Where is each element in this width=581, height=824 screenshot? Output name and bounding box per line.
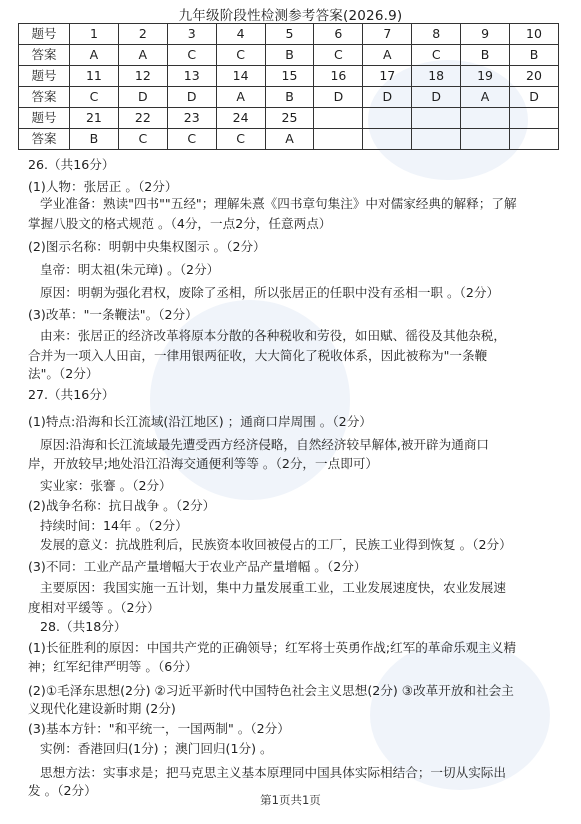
table-cell xyxy=(510,108,559,129)
table-cell: A xyxy=(216,87,265,108)
answer-line: 发展的意义：抗战胜利后，民族资本收回被侵占的工厂，民族工业得到恢复 。（2分） xyxy=(40,537,512,552)
table-cell: 25 xyxy=(265,108,314,129)
answer-line: (3)基本方针："和平统一，一国两制" 。（2分） xyxy=(28,721,290,736)
table-row xyxy=(19,24,559,45)
answer-line: 原因：明朝为强化君权，废除了丞相，所以张居正的任职中没有丞相一职 。（2分） xyxy=(40,285,500,300)
row-header-cell: 题号 xyxy=(19,108,70,129)
table-cell: D xyxy=(118,87,167,108)
table-cell: 18 xyxy=(412,66,461,87)
table-row xyxy=(19,129,559,150)
answer-line: 发 。（2分） xyxy=(28,783,97,798)
table-cell: D xyxy=(510,87,559,108)
answer-line: 度相对平缓等 。（2分） xyxy=(28,600,160,615)
answer-line: 原因:沿海和长江流域最先遭受西方经济侵略，自然经济较早解体,被开辟为通商口 xyxy=(40,437,490,452)
answer-line: (2)战争名称：抗日战争 。（2分） xyxy=(28,498,216,513)
table-cell: 2 xyxy=(118,24,167,45)
answer-line: 义现代化建设新时期 (2分) xyxy=(28,701,176,716)
table-cell: C xyxy=(167,129,216,150)
answer-line: 28.（共18分） xyxy=(40,619,127,634)
row-header-cell: 答案 xyxy=(19,87,70,108)
table-cell xyxy=(461,129,510,150)
answer-line: 持续时间：14年 。（2分） xyxy=(40,518,188,533)
table-cell: C xyxy=(70,87,119,108)
answer-line: (2)①毛泽东思想(2分) ②习近平新时代中国特色社会主义思想(2分) ③改革开放和社会主 xyxy=(28,683,514,698)
answer-line: (1)特点:沿海和长江流域(沿江地区) ；通商口岸周围 。（2分） xyxy=(28,414,372,429)
table-cell: D xyxy=(167,87,216,108)
table-cell xyxy=(412,129,461,150)
answer-line: (3)不同：工业产品产量增幅大于农业产品产量增幅 。（2分） xyxy=(28,559,367,574)
table-cell: B xyxy=(461,45,510,66)
table-cell xyxy=(314,129,363,150)
table-cell: D xyxy=(412,87,461,108)
table-cell: B xyxy=(510,45,559,66)
answer-line: (3)改革："一条鞭法"。（2分） xyxy=(28,307,198,322)
row-header-cell: 答案 xyxy=(19,45,70,66)
answer-line: 思想方法：实事求是；把马克思主义基本原理同中国具体实际相结合；一切从实际出 xyxy=(40,765,506,780)
table-cell: 15 xyxy=(265,66,314,87)
table-cell: A xyxy=(461,87,510,108)
table-cell: 6 xyxy=(314,24,363,45)
page-footer: 第1页共1页 xyxy=(260,793,321,807)
table-cell: A xyxy=(265,129,314,150)
table-cell: A xyxy=(118,45,167,66)
answer-line: 实例：香港回归(1分) ；澳门回归(1分) 。 xyxy=(40,741,273,756)
answer-line: 学业准备：熟读"四书""五经"；理解朱熹《四书章句集注》中对儒家经典的解释；了解 xyxy=(40,196,517,211)
table-cell xyxy=(363,129,412,150)
row-header-cell: 题号 xyxy=(19,24,70,45)
table-cell: B xyxy=(265,87,314,108)
answer-line: 由来：张居正的经济改革将原本分散的各种税收和劳役，如田赋、徭役及其他杂税， xyxy=(40,328,506,343)
answer-line: (1)人物：张居正 。（2分） xyxy=(28,179,178,194)
table-cell: 5 xyxy=(265,24,314,45)
table-cell xyxy=(510,129,559,150)
answer-line: (1)长征胜利的原因：中国共产党的正确领导；红军将士英勇作战;红军的革命乐观主义精 xyxy=(28,640,517,655)
table-cell: B xyxy=(265,45,314,66)
table-cell: 12 xyxy=(118,66,167,87)
table-cell: 21 xyxy=(70,108,119,129)
answer-line: 主要原因：我国实施一五计划，集中力量发展重工业，工业发展速度快，农业发展速 xyxy=(40,580,506,595)
table-cell xyxy=(412,108,461,129)
table-cell: 24 xyxy=(216,108,265,129)
table-cell: C xyxy=(314,45,363,66)
table-cell: 10 xyxy=(510,24,559,45)
table-cell: C xyxy=(167,45,216,66)
table-cell: 7 xyxy=(363,24,412,45)
table-row xyxy=(19,108,559,129)
table-cell: 22 xyxy=(118,108,167,129)
answer-line: (2)图示名称：明朝中央集权图示 。（2分） xyxy=(28,239,266,254)
table-cell: B xyxy=(70,129,119,150)
table-row xyxy=(19,66,559,87)
answer-table xyxy=(18,23,559,150)
table-cell: 23 xyxy=(167,108,216,129)
table-cell: C xyxy=(216,45,265,66)
table-cell: 8 xyxy=(412,24,461,45)
table-cell: 14 xyxy=(216,66,265,87)
table-cell xyxy=(363,108,412,129)
table-cell: A xyxy=(363,45,412,66)
table-cell xyxy=(314,108,363,129)
table-cell: 9 xyxy=(461,24,510,45)
answer-line: 神；红军纪律严明等 。（6分） xyxy=(28,659,198,674)
table-cell: A xyxy=(70,45,119,66)
table-row xyxy=(19,87,559,108)
table-cell: D xyxy=(363,87,412,108)
table-cell: 13 xyxy=(167,66,216,87)
answer-line: 合并为一项入人田亩，一律用银两征收，大大简化了税收体系，因此被称为"一条鞭 xyxy=(28,348,488,363)
answer-line: 皇帝：明太祖(朱元璋) 。（2分） xyxy=(40,262,220,277)
page-title: 九年级阶段性检测参考答案(2026.9) xyxy=(178,8,403,24)
row-header-cell: 答案 xyxy=(19,129,70,150)
table-cell: 4 xyxy=(216,24,265,45)
table-cell: 17 xyxy=(363,66,412,87)
table-cell: C xyxy=(118,129,167,150)
table-cell: C xyxy=(412,45,461,66)
table-cell: 20 xyxy=(510,66,559,87)
answer-line: 26.（共16分） xyxy=(28,157,115,172)
table-cell: 11 xyxy=(70,66,119,87)
table-cell: 16 xyxy=(314,66,363,87)
table-row xyxy=(19,45,559,66)
answer-line: 岸，开放较早;地处沿江沿海交通便利等等 。（2分，一点即可） xyxy=(28,456,378,471)
table-cell: 19 xyxy=(461,66,510,87)
table-cell: C xyxy=(216,129,265,150)
row-header-cell: 题号 xyxy=(19,66,70,87)
answer-line: 27.（共16分） xyxy=(28,387,115,402)
table-cell xyxy=(461,108,510,129)
answer-line: 法"。（2分） xyxy=(28,366,99,381)
table-cell: D xyxy=(314,87,363,108)
table-cell: 3 xyxy=(167,24,216,45)
table-cell: 1 xyxy=(70,24,119,45)
answer-line: 掌握八股文的格式规范 。（4分，一点2分，任意两点） xyxy=(28,216,332,231)
answer-line: 实业家：张謇 。（2分） xyxy=(40,478,172,493)
